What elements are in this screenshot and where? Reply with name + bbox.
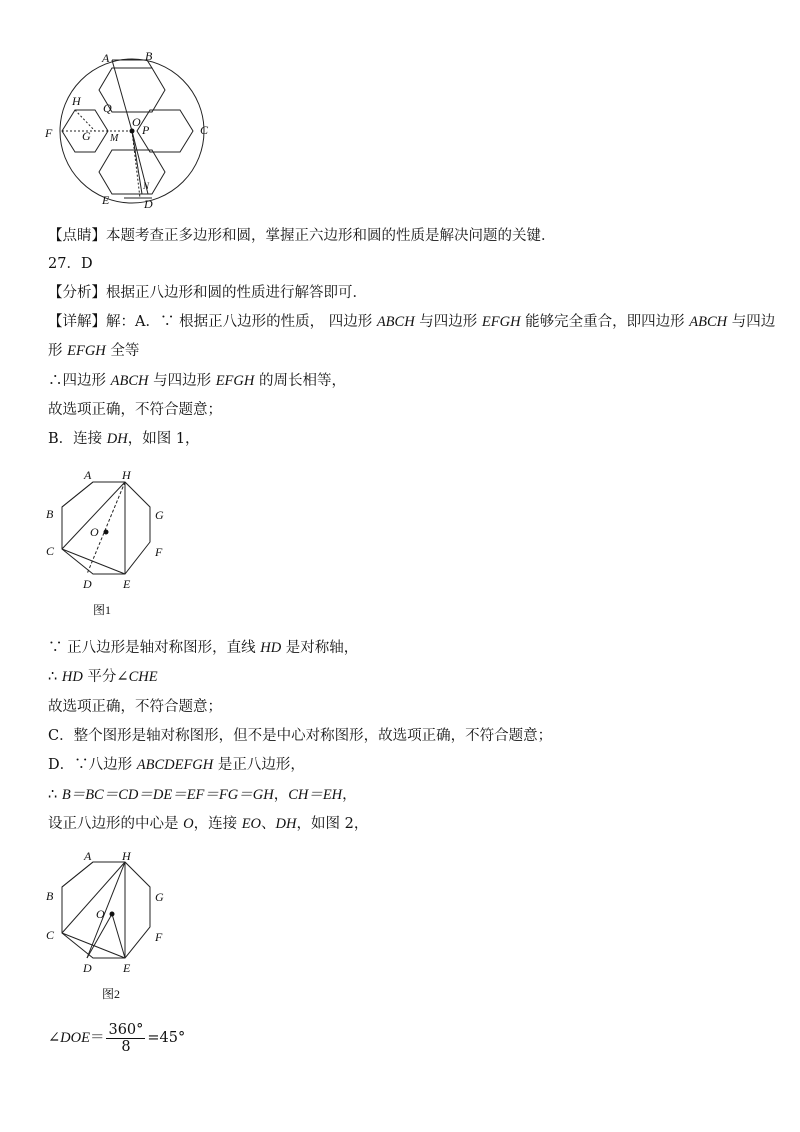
text: 与四边形 [414, 314, 482, 330]
text: B．连接 [48, 431, 107, 447]
option-b-line [48, 429, 200, 449]
text: B＝BC＝CD＝DE＝EF＝FG＝GH [61, 787, 274, 803]
text: 平分∠ [82, 669, 129, 685]
label-H: H [122, 468, 131, 482]
text: 、 [261, 816, 276, 832]
text: ∴ [48, 787, 62, 803]
text: 是正八边形， [213, 757, 305, 773]
fenxi-text: 【分析】根据正八边形和圆的性质进行解答即可． [48, 285, 367, 301]
xiangjie-a-line1 [48, 312, 775, 332]
center-point [130, 129, 135, 134]
text: HD [260, 640, 282, 656]
text: CH＝EH [288, 787, 343, 803]
label-H: H [72, 94, 81, 108]
fraction [106, 1022, 145, 1055]
text: 全等 [105, 343, 140, 359]
text: EFGH [215, 373, 255, 389]
option-d-line [48, 755, 305, 775]
text: 与四边 [727, 314, 776, 330]
text: 形 [48, 343, 68, 359]
label-F: F [155, 545, 163, 559]
text: ∵ 正八边形是轴对称图形，直线 [48, 640, 261, 656]
label-C: C [46, 544, 55, 558]
label-M: M [110, 133, 119, 144]
label-N: N [143, 181, 150, 191]
text: ＝ [89, 1030, 105, 1046]
text: EFGH [67, 343, 106, 359]
hexagon-bottom [99, 150, 165, 194]
text: ABCH [376, 314, 415, 330]
correct-1: 故选项正确，不符合题意； [48, 402, 222, 418]
label-F: F [155, 930, 163, 944]
label-F: F [45, 126, 53, 140]
text: DH [106, 431, 128, 447]
correct-2: 故选项正确，不符合题意； [48, 699, 222, 715]
dianjing-text: 【点睛】本题考查正多边形和圆，掌握正六边形和圆的性质是解决问题的关键． [48, 228, 556, 244]
text: ， [273, 787, 289, 803]
figure-2-octagon [40, 850, 180, 1005]
label-P: P [142, 123, 150, 137]
label-C: C [200, 123, 209, 137]
label-A: A [84, 850, 92, 863]
center-point [110, 912, 115, 917]
text: ABCH [689, 314, 728, 330]
label-B: B [46, 507, 54, 521]
text: 360° [108, 1021, 144, 1038]
option-c-line: C．整个图形是轴对称图形，但不是中心对称图形，故选项正确，不符合题意； [48, 728, 553, 744]
d-equalities [48, 785, 357, 805]
text: =45° [147, 1030, 186, 1046]
text: ABCDEFGH [136, 757, 214, 773]
text: ，如图 2， [296, 816, 369, 832]
text: ，连接 [193, 816, 242, 832]
angle-doe [48, 1020, 185, 1056]
text: ∴ [48, 669, 62, 685]
figure-1-octagon [40, 466, 180, 621]
text: D．∵八边形 [48, 757, 137, 773]
label-D: D [83, 961, 92, 975]
center-point [104, 530, 109, 535]
text: ，如图 1， [127, 431, 200, 447]
label-C: C [46, 928, 55, 942]
text: ∴四边形 [48, 373, 111, 389]
label-H: H [122, 850, 131, 863]
text: 【详解】解：A．∵ 根据正八边形的性质， 四边形 [48, 314, 377, 330]
text: DOE [60, 1030, 90, 1046]
label-B: B [145, 49, 153, 63]
therefore-b [48, 667, 158, 687]
label-G: G [155, 508, 164, 522]
text: EO [241, 816, 262, 832]
question-27-answer: 27．D [48, 256, 93, 272]
label-A: A [102, 51, 110, 65]
figure-2-caption: 图2 [102, 987, 121, 1001]
text: DH [275, 816, 297, 832]
label-E: E [102, 193, 110, 207]
label-O: O [90, 525, 99, 539]
label-D: D [83, 577, 92, 591]
text: 的周长相等， [254, 373, 346, 389]
figure-1-caption: 图1 [93, 603, 112, 617]
therefore-a [48, 371, 346, 391]
text: 能够完全重合，即四边形 [520, 314, 690, 330]
label-A: A [84, 468, 92, 482]
label-Q: Q [103, 101, 112, 115]
label-D: D [144, 197, 153, 211]
because-b [48, 638, 358, 658]
text: ， [342, 787, 357, 803]
text: 设正八边形的中心是 [48, 816, 184, 832]
text: HD [61, 669, 83, 685]
text: 是对称轴， [281, 640, 359, 656]
text: CHE [128, 669, 158, 685]
label-E: E [123, 961, 131, 975]
xiangjie-a-line2 [48, 341, 139, 361]
text: 与四边形 [148, 373, 216, 389]
text: ∠ [48, 1030, 61, 1046]
text: O [183, 816, 194, 832]
label-O: O [96, 907, 105, 921]
text: ABCH [110, 373, 149, 389]
label-B: B [46, 889, 54, 903]
label-G: G [155, 890, 164, 904]
d-center [48, 814, 368, 834]
text: EFGH [481, 314, 521, 330]
label-O: O [132, 115, 141, 129]
label-G: G [82, 129, 91, 143]
label-E: E [123, 577, 131, 591]
figure-circle-hexagons [40, 48, 260, 213]
text: 8 [121, 1038, 131, 1055]
